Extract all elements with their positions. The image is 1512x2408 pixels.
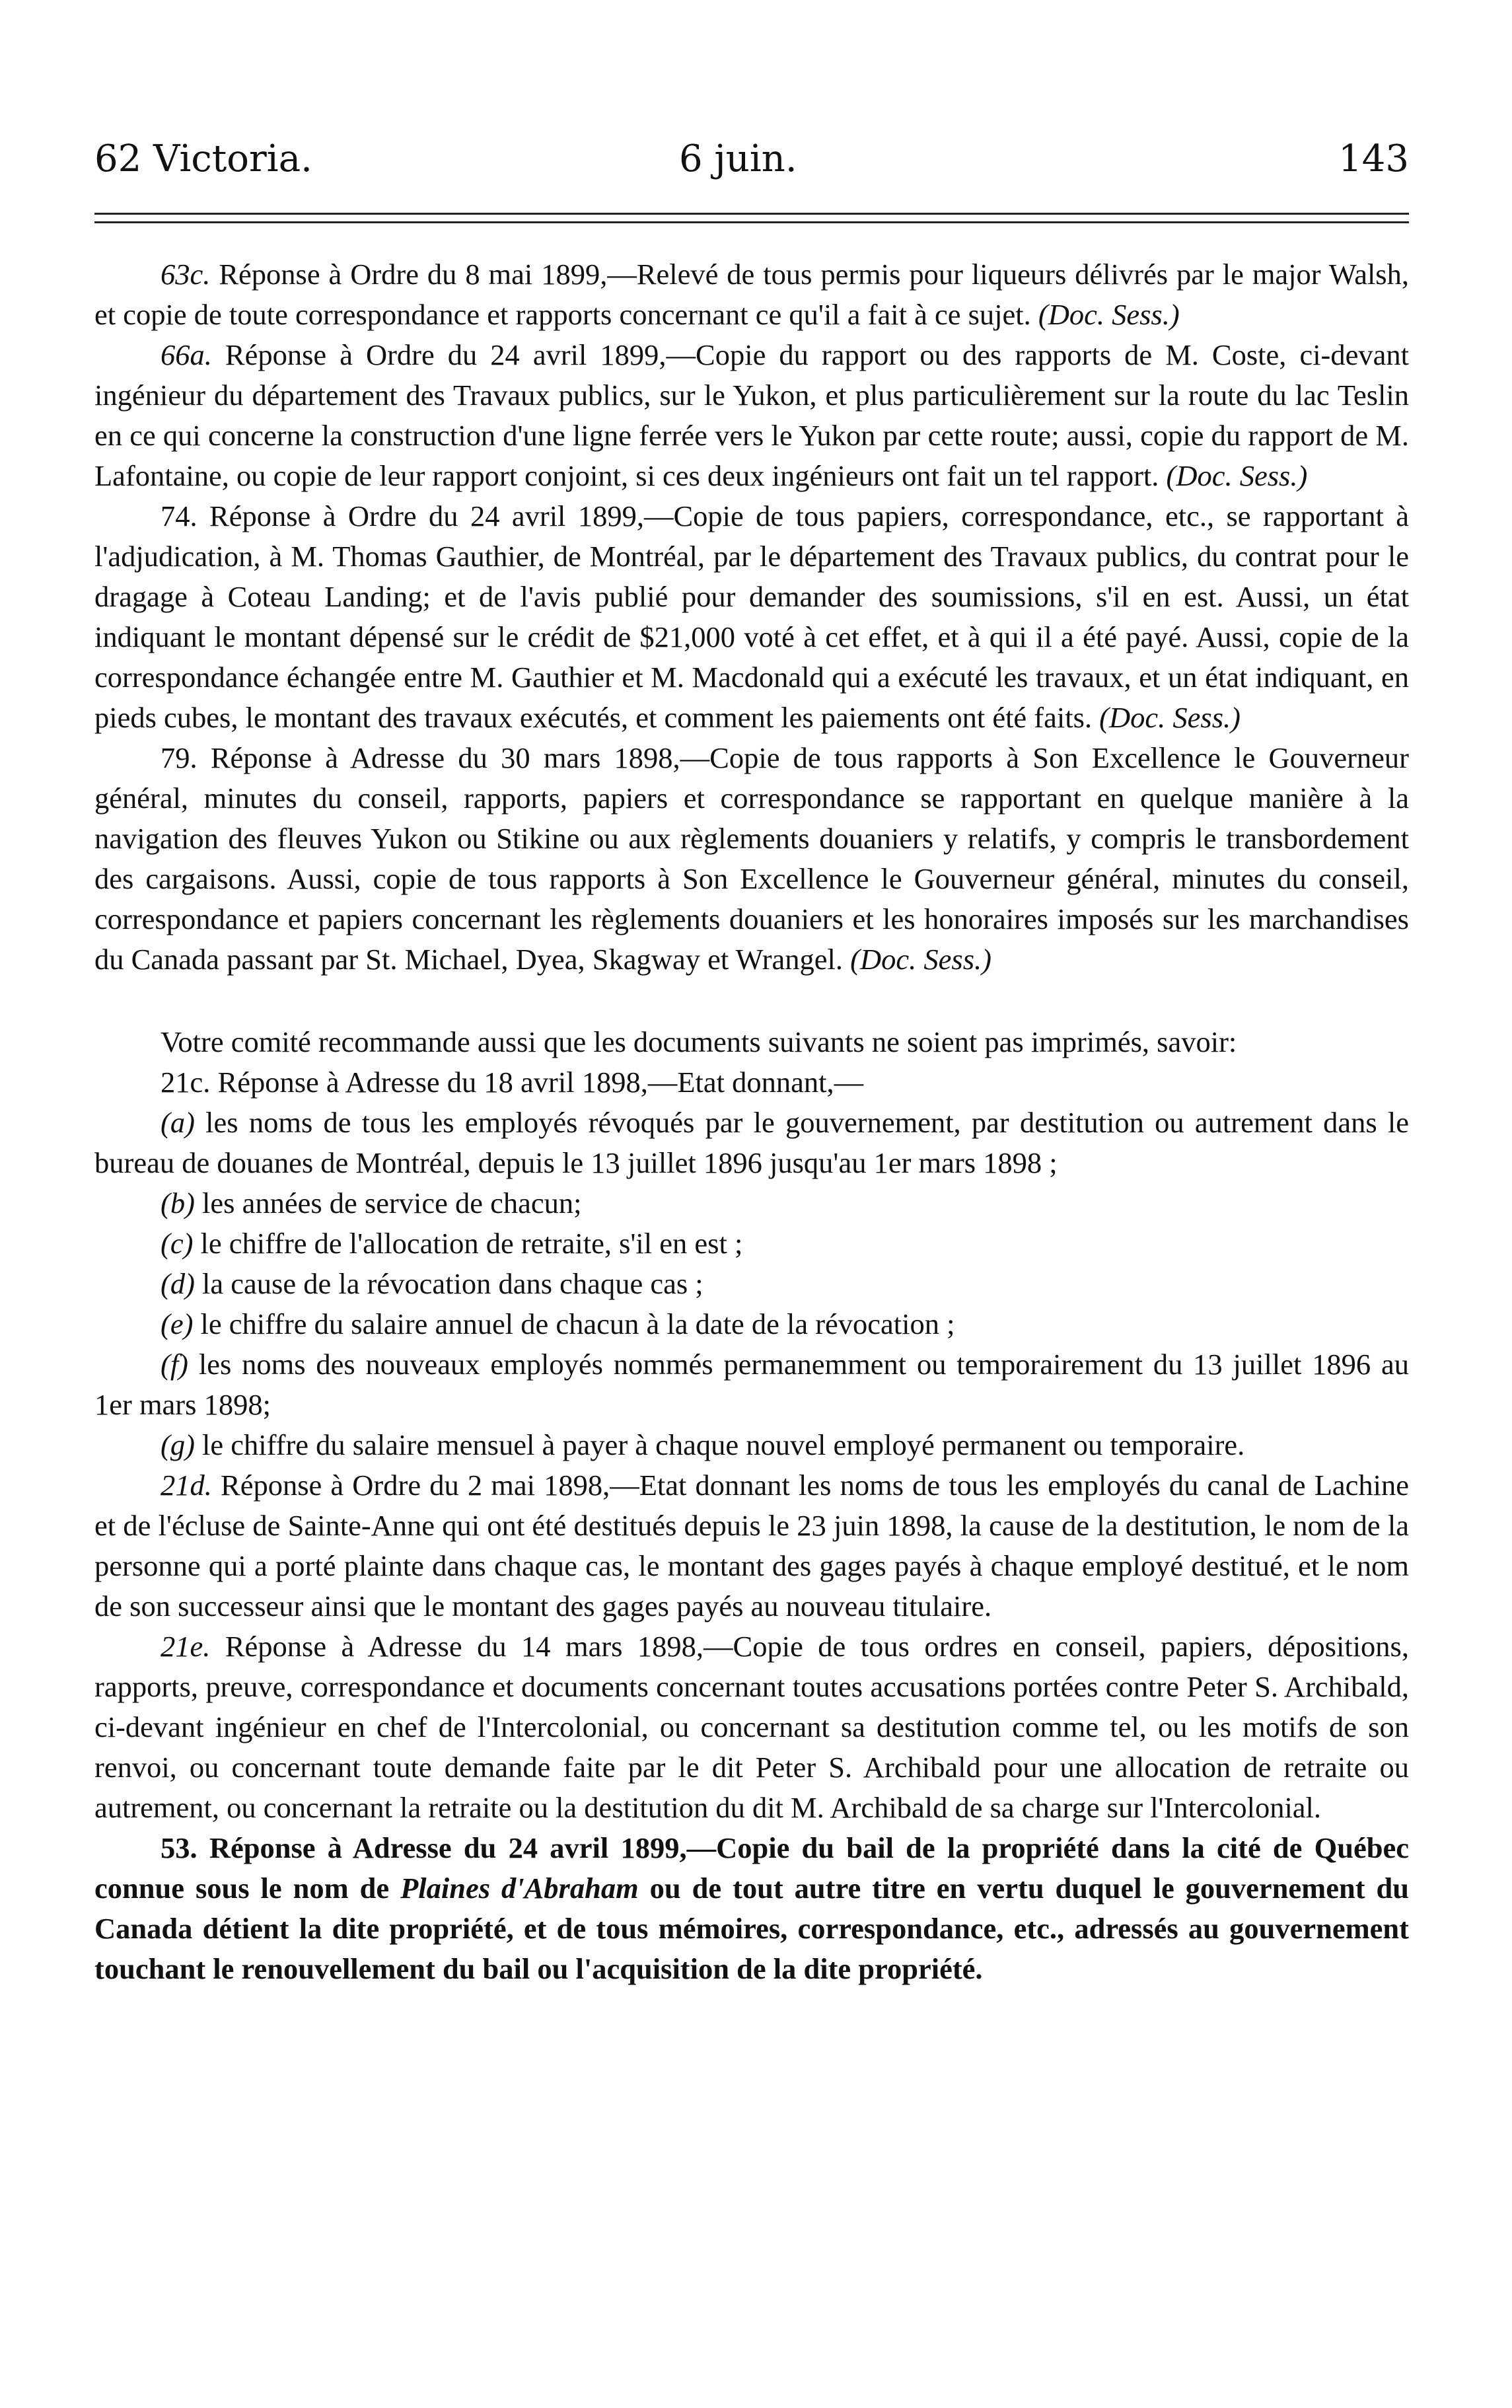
sub-text: les noms des nouveaux employés nommés permanemment ou temporairement du 13 juillet 1896 au 1er mars 1898;: [94, 1348, 1409, 1421]
entry-text: Réponse à Adresse du 18 avril 1898,—Etat donnant,—: [210, 1066, 864, 1099]
sub-item-c: [94, 1223, 1409, 1264]
entry-text: Réponse à Ordre du 24 avril 1899,—Copie du rapport ou des rapports de M. Coste, ci-devant ingénieur du département des Travaux publics, sur le Yukon, et plus particulièrement sur la route du lac Teslin en ce qui concerne la construction d'une ligne ferrée vers le Yukon par cette route; aussi, copie du rapport de M. Lafontaine, ou copie de leur rapport conjoint, si ces deux ingénieurs ont fait un tel rapport.: [94, 338, 1409, 492]
sub-text: la cause de la révocation dans chaque cas ;: [194, 1267, 703, 1300]
entry-number: 21d.: [161, 1469, 212, 1502]
entry-21c: [94, 1062, 1409, 1103]
sub-text: les années de service de chacun;: [194, 1186, 582, 1220]
entry-66a: [94, 335, 1409, 496]
sub-text: le chiffre du salaire annuel de chacun à la date de la révocation ;: [193, 1307, 955, 1340]
sub-text: le chiffre de l'allocation de retraite, s'il en est ;: [193, 1227, 743, 1260]
entry-21d: [94, 1465, 1409, 1626]
sub-label: (f): [161, 1348, 189, 1381]
sub-item-b: [94, 1183, 1409, 1223]
entry-79: [94, 738, 1409, 980]
sub-item-a: [94, 1103, 1409, 1183]
entry-number: 74.: [161, 499, 198, 532]
entry-74: [94, 496, 1409, 738]
sub-text: les noms de tous les employés révoqués par le gouvernement, par destitution ou autrement dans le bureau de douanes de Montréal, depuis le 13 juillet 1896 jusqu'au 1er mars 1898 ;: [94, 1106, 1409, 1179]
entry-number: 21c.: [161, 1066, 211, 1099]
entry-number: 79.: [161, 741, 198, 774]
doc-sess-ref: (Doc. Sess.): [1166, 459, 1308, 492]
committee-intro: Votre comité recommande aussi que les documents suivants ne soient pas imprimés, savoir:: [161, 1025, 1237, 1058]
sub-item-g: [94, 1425, 1409, 1465]
sub-label: (a): [161, 1106, 195, 1139]
sub-label: (e): [161, 1307, 194, 1340]
header-session: 62 Victoria.: [94, 137, 312, 180]
entry-number: 63c.: [161, 258, 211, 291]
header-date: 6 juin.: [679, 137, 797, 180]
entry-text: Réponse à Adresse du 30 mars 1898,—Copie de tous rapports à Son Excellence le Gouverneur général, minutes du conseil, rapports, papiers et correspondance se rapportant en quelque manière à la navigation des fleuves Yukon ou Stikine ou aux règlements douaniers y relatifs, y compris le transbordement des cargaisons. Aussi, copie de tous rapports à Son Excellence le Gouverneur général, minutes du conseil, correspondance et papiers concernant les règlements douaniers et les honoraires imposés sur les marchandises du Canada passant par St. Michael, Dyea, Skagway et Wrangel.: [94, 741, 1409, 976]
sub-item-f: [94, 1344, 1409, 1425]
page-number: 143: [1338, 137, 1409, 180]
sub-label: (d): [161, 1267, 195, 1300]
sub-item-d: [94, 1264, 1409, 1304]
entry-21e: [94, 1626, 1409, 1828]
header-rule-top: [94, 213, 1409, 215]
sub-label: (g): [161, 1428, 195, 1461]
place-name: Plaines d'Abraham: [400, 1872, 639, 1905]
entry-text: Réponse à Adresse du 24 avril 1899,—Copie du bail de la propriété dans la cité de Québec connue sous le nom de: [94, 1831, 1409, 1905]
entry-text-cont: ou de tout autre titre en vertu duquel le gouvernement du Canada détient la dite propriété, et de tous mémoires, correspondance, etc., adressés au gouvernement touchant le renouvellement du bail ou l'acquisition de la dite propriété.: [94, 1872, 1409, 1985]
header-rule-bottom: [94, 221, 1409, 223]
sub-item-e: [94, 1304, 1409, 1344]
entry-text: Réponse à Ordre du 2 mai 1898,—Etat donnant les noms de tous les employés du canal de Lachine et de l'écluse de Sainte-Anne qui ont été destitués depuis le 23 juin 1898, la cause de la destitution, le nom de la personne qui a porté plainte dans chaque cas, le montant des gages payés à chaque employé destitué, et le nom de son successeur ainsi que le montant des gages payés au nouveau titulaire.: [94, 1469, 1409, 1623]
running-header: [94, 129, 1409, 189]
sub-text: le chiffre du salaire mensuel à payer à chaque nouvel employé permanent ou temporaire.: [194, 1428, 1245, 1461]
doc-sess-ref: (Doc. Sess.): [1099, 701, 1241, 734]
entry-number: 66a.: [161, 338, 212, 371]
doc-sess-ref: (Doc. Sess.): [850, 943, 991, 976]
entry-53: [94, 1828, 1409, 1989]
entry-number: 53.: [161, 1831, 198, 1864]
entry-number: 21e.: [161, 1630, 211, 1663]
entry-text: Réponse à Ordre du 8 mai 1899,—Relevé de tous permis pour liqueurs délivrés par le major Walsh, et copie de toute correspondance et rapports concernant ce qu'il a fait à ce sujet.: [94, 258, 1409, 331]
document-body: [94, 254, 1409, 1989]
entry-text: Réponse à Adresse du 14 mars 1898,—Copie de tous ordres en conseil, papiers, dépositions, rapports, preuve, correspondance et documents concernant toutes accusations portées contre Peter S. Archibald, ci-devant ingénieur en chef de l'Intercolonial, ou concernant sa destitution comme tel, ou les motifs de son renvoi, ou concernant toute demande faite par le dit Peter S. Archibald pour une allocation de retraite ou autrement, ou concernant la retraite ou la destitution du dit M. Archibald de sa charge sur l'Intercolonial.: [94, 1630, 1409, 1824]
doc-sess-ref: (Doc. Sess.): [1038, 298, 1180, 331]
entry-text: Réponse à Ordre du 24 avril 1899,—Copie de tous papiers, correspondance, etc., se rapportant à l'adjudication, à M. Thomas Gauthier, de Montréal, par le département des Travaux publics, du contrat pour le dragage à Coteau Landing; et de l'avis publié pour demander des soumissions, s'il en est. Aussi, un état indiquant le montant dépensé sur le crédit de $21,000 voté à cet effet, et à qui il a été payé. Aussi, copie de la correspondance échangée entre M. Gauthier et M. Macdonald qui a exécuté les travaux, et un état indiquant, en pieds cubes, le montant des travaux exécutés, et comment les paiements ont été faits.: [94, 499, 1409, 734]
entry-63c: [94, 254, 1409, 335]
sub-label: (c): [161, 1227, 194, 1260]
section-gap: [94, 980, 1409, 1022]
sub-label: (b): [161, 1186, 195, 1220]
